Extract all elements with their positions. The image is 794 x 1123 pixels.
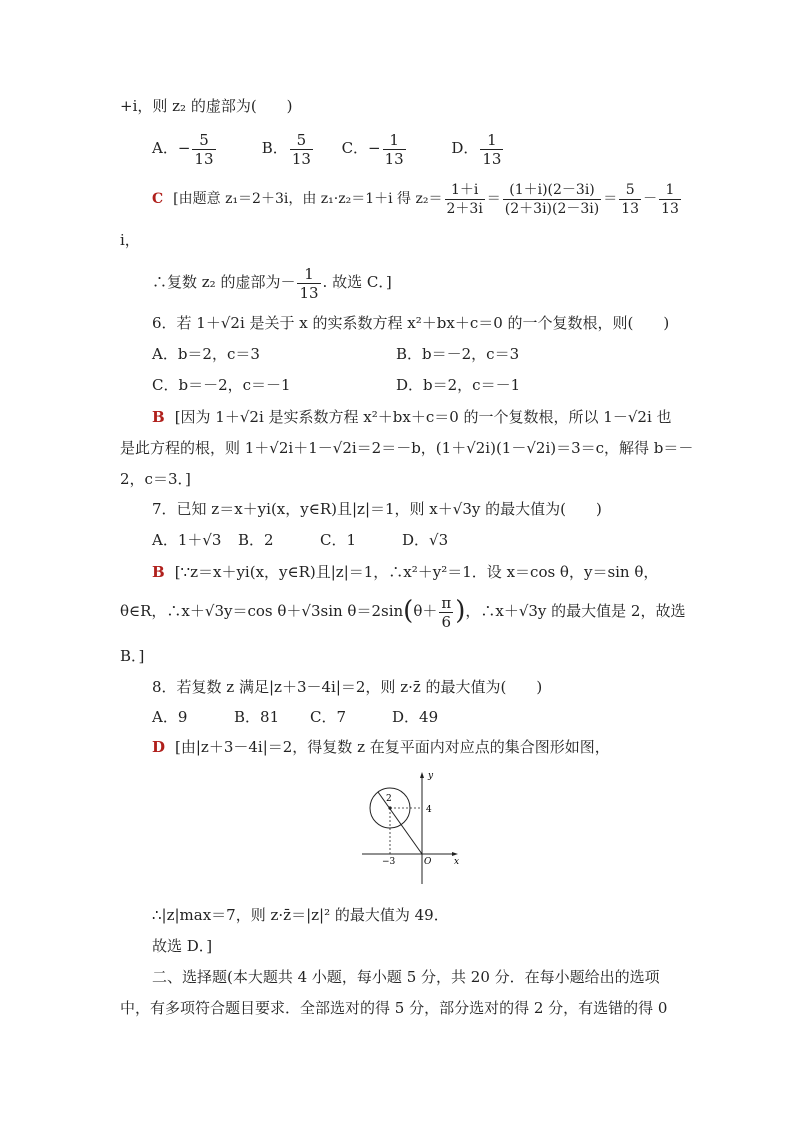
q5-answer-tail: i， [120, 231, 140, 249]
y-axis-arrow [420, 772, 424, 778]
q8-option-c: C．7 [310, 708, 347, 726]
q8-answer: D [由|z＋3－4i|＝2，得复数 z 在复平面内对应点的集合图形如图， [152, 738, 610, 756]
x-tick-label: −3 [382, 857, 396, 867]
q5-answer: C [由题意 z₁＝2＋3i，由 z₁·z₂＝1＋i 得 z₂＝ $\frac{1+i}{2+3i}$ ＝ $\frac{(1+i)(2-3i)}{(2+3i)(2-3i)}$ ＝ $\frac{5}{13}$ － $\frac{1}{13}$ [152, 181, 679, 217]
q6-answer-line2: 是此方程的根，则 1＋√2i＋1－√2i＝2＝－b，(1＋√2i)(1－√2i)＝3＝c，解得 b＝－ [120, 439, 694, 457]
circle-diagram [360, 768, 470, 888]
q7-answer-line3: B．] [120, 647, 145, 665]
q8-stem: 8．若复数 z 满足|z＋3－4i|＝2，则 z·z̄ 的最大值为( ) [152, 678, 543, 696]
q5-stem-tail: +i，则 z₂ 的虚部为( ) [120, 97, 293, 115]
q8-option-b: B．81 [234, 708, 280, 726]
complex-plane-figure [360, 768, 470, 892]
q6-answer: B [因为 1＋√2i 是实系数方程 x²＋bx＋c＝0 的一个复数根，所以 1－√2i 也 [152, 408, 672, 426]
q7-option-a: A．1＋√3 [152, 531, 222, 549]
section2-line2: 中，有多项符合题目要求．全部选对的得 5 分，部分选对的得 2 分，有选错的得 0 [120, 999, 668, 1017]
q6-stem: 6．若 1＋√2i 是关于 x 的实系数方程 x²＋bx＋c＝0 的一个复数根，则( ) [152, 314, 670, 332]
q6-option-d: D．b＝2，c＝－1 [396, 376, 521, 394]
q7-answer-letter: B [152, 563, 165, 581]
origin-label: O [424, 857, 432, 867]
x-axis-label: x [454, 857, 460, 867]
section2-heading: 二、选择题(本大题共 4 小题，每小题 5 分，共 20 分．在每小题给出的选项 [152, 968, 660, 986]
origin-center-line [378, 792, 422, 854]
q8-option-d: D．49 [392, 708, 439, 726]
q5-option-c: C．− $\frac{1}{13}$ [341, 130, 404, 168]
q6-option-b: B．b＝－2，c＝3 [396, 345, 520, 363]
q8-answer-letter: D [152, 738, 166, 756]
q8-answer-line2: ∴|z|max＝7，则 z·z̄＝|z|² 的最大值为 49． [152, 906, 449, 924]
q7-answer: B [∵z＝x＋yi(x，y∈R)且|z|＝1，∴x²＋y²＝1．设 x＝cos θ，y＝sin θ， [152, 563, 659, 581]
q6-answer-line3: 2，c＝3．] [120, 470, 191, 488]
q8-options [152, 706, 438, 728]
x-axis-arrow [452, 852, 458, 856]
q5-answer-letter: C [152, 191, 164, 207]
q5-answer-conclusion: ∴复数 z₂ 的虚部为－ $\frac{1}{13}$ . 故选 C．] [152, 264, 392, 302]
y-tick-label: 4 [426, 805, 432, 815]
q8-option-a: A．9 [152, 708, 188, 726]
q6-option-a: A．b＝2，c＝3 [152, 345, 260, 363]
q6-answer-letter: B [152, 408, 165, 426]
q7-stem: 7．已知 z＝x＋yi(x，y∈R)且|z|＝1，则 x＋√3y 的最大值为( ) [152, 500, 602, 518]
q7-answer-line2: θ∈R，∴x＋√3y＝cos θ＋√3sin θ＝2sin(θ＋ $\frac{\pi}{6}$ )，∴x＋√3y 的最大值是 2，故选 [120, 593, 686, 631]
y-axis-label: y [428, 771, 434, 781]
q7-option-c: C．1 [320, 531, 357, 549]
q7-options [152, 529, 448, 551]
q5-option-b: B． $\frac{5}{13}$ [261, 130, 311, 168]
q6-option-c: C．b＝－2，c＝－1 [152, 376, 291, 394]
q5-option-a: A．− $\frac{5}{13}$ [152, 130, 214, 168]
radius-label: 2 [386, 794, 392, 804]
q7-option-b: B．2 [238, 531, 274, 549]
q8-answer-line3: 故选 D．] [152, 937, 213, 955]
q5-option-d: D． $\frac{1}{13}$ [451, 130, 502, 168]
q7-option-d: D．√3 [402, 531, 449, 549]
q5-options [152, 126, 505, 170]
